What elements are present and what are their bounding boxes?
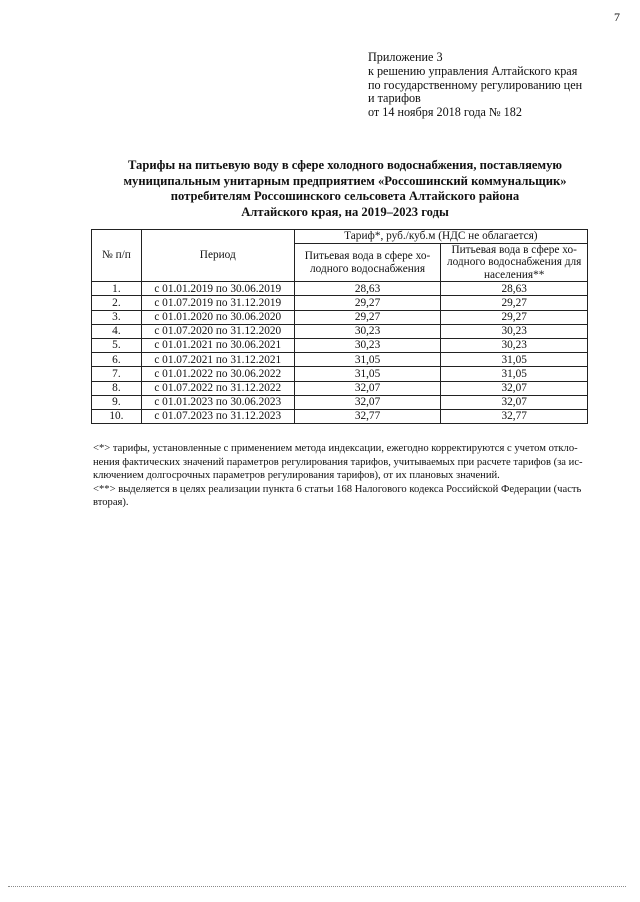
table-row xyxy=(92,395,588,409)
header-num: № п/п xyxy=(92,230,142,282)
row-tariff-population: 31,05 xyxy=(441,367,588,381)
row-period: с 01.07.2023 по 31.12.2023 xyxy=(141,409,294,423)
row-period: с 01.01.2021 по 30.06.2021 xyxy=(141,338,294,352)
table-row xyxy=(92,409,588,423)
row-tariff-population: 32,07 xyxy=(441,381,588,395)
row-tariff: 32,77 xyxy=(294,409,441,423)
row-tariff: 32,07 xyxy=(294,395,441,409)
table-row xyxy=(92,381,588,395)
row-num: 10. xyxy=(92,409,142,423)
row-num: 8. xyxy=(92,381,142,395)
row-tariff: 30,23 xyxy=(294,338,441,352)
row-num: 1. xyxy=(92,282,142,296)
appendix-line: Приложение 3 xyxy=(368,50,443,64)
document-title xyxy=(60,158,630,220)
row-period: с 01.01.2020 по 30.06.2020 xyxy=(141,310,294,324)
table-row xyxy=(92,324,588,338)
appendix-line: по государственному регулированию цен xyxy=(368,77,583,92)
page-number: 7 xyxy=(614,10,620,24)
row-period: с 01.07.2019 по 31.12.2019 xyxy=(141,296,294,310)
table-row xyxy=(92,296,588,310)
footnotes xyxy=(93,442,593,510)
row-tariff: 28,63 xyxy=(294,282,441,296)
title-line: Алтайского края, на 2019–2023 годы xyxy=(241,204,449,219)
table-row xyxy=(92,367,588,381)
row-tariff: 32,07 xyxy=(294,381,441,395)
title-line: потребителям Россошинского сельсовета Алтайского района xyxy=(170,189,520,203)
scan-footer-line xyxy=(8,886,626,887)
table-row xyxy=(92,353,588,367)
row-tariff: 31,05 xyxy=(294,353,441,367)
row-num: 9. xyxy=(92,395,142,409)
footnote-indexation: <*> тарифы, установленные с применением метода индексации, ежегодно корректируются с учетом откло-нения фактических значений параметров регулирования тарифов, учитываемых при расчете тарифов (за ис-ключением долгосрочных параметров регулирования тарифов), от их плановых значений. xyxy=(93,443,583,482)
row-period: с 01.07.2020 по 31.12.2020 xyxy=(141,324,294,338)
row-tariff: 29,27 xyxy=(294,296,441,310)
appendix-block xyxy=(368,51,633,120)
header-drinking-water: Питьевая вода в сфере хо-лодного водоснабжения xyxy=(294,244,441,282)
row-tariff-population: 29,27 xyxy=(441,310,588,324)
row-num: 3. xyxy=(92,310,142,324)
row-num: 6. xyxy=(92,353,142,367)
row-tariff-population: 32,77 xyxy=(441,409,588,423)
appendix-line: к решению управления Алтайского края xyxy=(368,63,578,78)
header-period: Период xyxy=(141,230,294,282)
row-num: 7. xyxy=(92,367,142,381)
row-num: 4. xyxy=(92,324,142,338)
row-period: с 01.07.2022 по 31.12.2022 xyxy=(141,381,294,395)
appendix-line: и тарифов xyxy=(368,91,421,106)
table-row xyxy=(92,282,588,296)
row-tariff-population: 29,27 xyxy=(441,296,588,310)
table-row xyxy=(92,338,588,352)
row-num: 2. xyxy=(92,296,142,310)
header-drinking-water-population: Питьевая вода в сфере хо-лодного водоснабжения для населения** xyxy=(441,244,588,282)
row-tariff-population: 32,07 xyxy=(441,395,588,409)
row-tariff: 29,27 xyxy=(294,310,441,324)
row-num: 5. xyxy=(92,338,142,352)
row-period: с 01.01.2022 по 30.06.2022 xyxy=(141,367,294,381)
row-period: с 01.01.2019 по 30.06.2019 xyxy=(141,282,294,296)
row-period: с 01.07.2021 по 31.12.2021 xyxy=(141,353,294,367)
row-tariff-population: 30,23 xyxy=(441,338,588,352)
row-tariff: 31,05 xyxy=(294,367,441,381)
table-row xyxy=(92,310,588,324)
header-tariff-group: Тариф*, руб./куб.м (НДС не облагается) xyxy=(294,230,587,244)
row-tariff: 30,23 xyxy=(294,324,441,338)
row-tariff-population: 28,63 xyxy=(441,282,588,296)
appendix-line: от 14 ноября 2018 года № 182 xyxy=(368,105,522,120)
row-period: с 01.01.2023 по 30.06.2023 xyxy=(141,395,294,409)
title-line: муниципальным унитарным предприятием «Россошинский коммунальщик» xyxy=(123,173,567,188)
footnote-vat: <**> выделяется в целях реализации пункта 6 статьи 168 Налогового кодекса Российской Федерации (часть вторая). xyxy=(93,483,582,509)
row-tariff-population: 30,23 xyxy=(441,324,588,338)
title-line: Тарифы на питьевую воду в сфере холодного водоснабжения, поставляемую xyxy=(127,158,563,172)
tariff-table xyxy=(91,229,588,424)
row-tariff-population: 31,05 xyxy=(441,353,588,367)
